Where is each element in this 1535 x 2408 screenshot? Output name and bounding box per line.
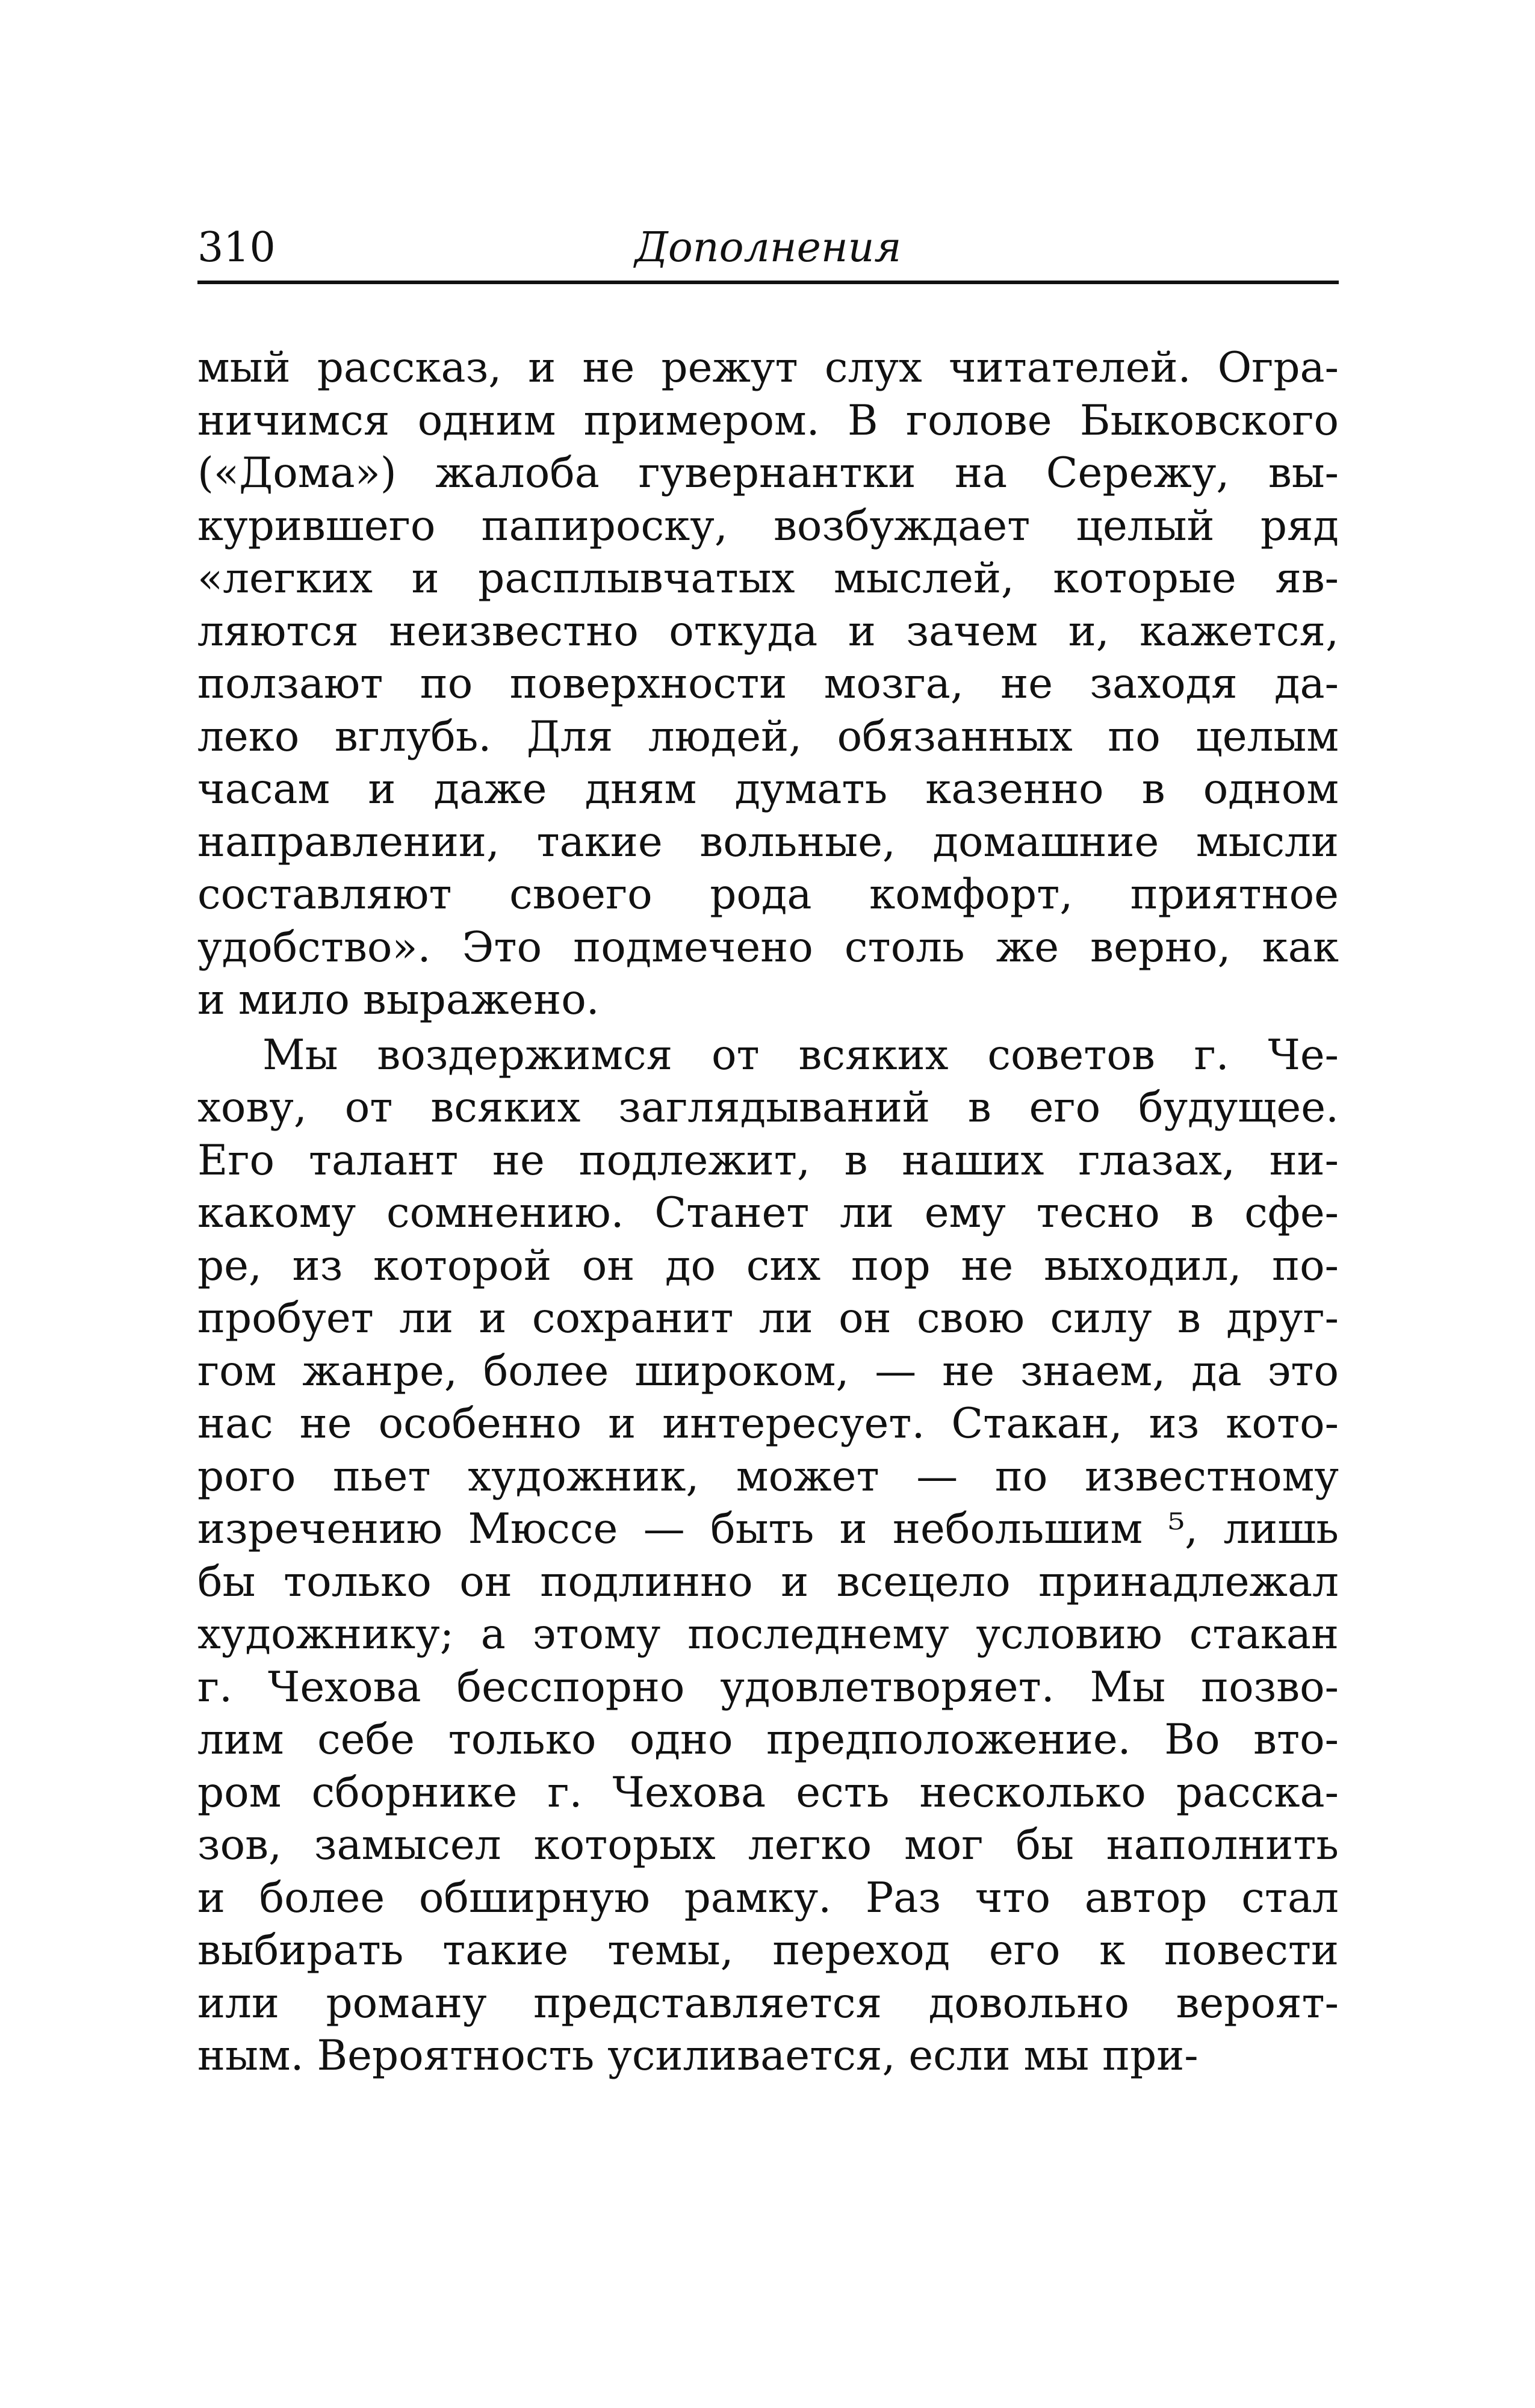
text-line: рого пьет художник, может — по известному <box>197 1452 1339 1501</box>
text-line: лим себе только одно предположение. Во вто- <box>197 1716 1339 1764</box>
text-line: Его талант не подлежит, в наших глазах, ни- <box>197 1136 1339 1185</box>
text-line: удобство». Это подмечено столь же верно, как <box>197 923 1339 972</box>
paragraph-1 <box>197 342 1339 1027</box>
text-line: какому сомнению. Станет ли ему тесно в сфе- <box>197 1189 1339 1237</box>
text-line: пробует ли и сохранит ли он свою силу в друг- <box>197 1294 1339 1342</box>
text-line: нас не особенно и интересует. Стакан, из кото- <box>197 1400 1339 1448</box>
text-line: ничимся одним примером. В голове Быковского <box>197 396 1339 445</box>
running-header <box>197 217 1339 283</box>
text-line: гом жанре, более широком, — не знаем, да это <box>197 1347 1339 1395</box>
text-line: г. Чехова бесспорно удовлетворяет. Мы позво- <box>197 1663 1339 1711</box>
text-line: ным. Вероятность усиливается, если мы при- <box>197 2032 1199 2080</box>
text-line: и мило выражено. <box>197 976 600 1024</box>
text-line: и более обширную рамку. Раз что автор стал <box>197 1873 1339 1922</box>
page-number: 310 <box>197 224 276 272</box>
text-line: ром сборнике г. Чехова есть несколько расска- <box>197 1768 1339 1817</box>
text-line: ползают по поверхности мозга, не заходя да- <box>197 660 1339 708</box>
paragraph-2 <box>197 1029 1339 2083</box>
text-line: составляют своего рода комфорт, приятное <box>197 870 1339 919</box>
text-line: хову, от всяких заглядываний в его будущее. <box>197 1084 1339 1132</box>
text-line: ляются неизвестно откуда и зачем и, кажется, <box>197 607 1339 656</box>
text-line: изречению Мюссе — быть и небольшим ⁵, лишь <box>197 1505 1339 1553</box>
text-line: мый рассказ, и не режут слух читателей. Огра- <box>197 344 1339 392</box>
header-rule <box>197 281 1339 284</box>
running-title: Дополнения <box>634 224 902 272</box>
text-line: или роману представляется довольно вероят- <box>197 1979 1339 2028</box>
text-line: Мы воздержимся от всяких советов г. Че- <box>262 1031 1339 1079</box>
text-line: («Дома») жалоба гувернантки на Сережу, вы- <box>197 449 1339 497</box>
text-line: «легких и расплывчатых мыслей, которые яв- <box>197 554 1339 603</box>
text-line: курившего папироску, возбуждает целый ряд <box>197 501 1339 550</box>
text-line: зов, замысел которых легко мог бы наполнить <box>197 1821 1339 1869</box>
text-line: выбирать такие темы, переход его к повести <box>197 1926 1339 1975</box>
text-line: художнику; а этому последнему условию стакан <box>197 1610 1339 1659</box>
page-body <box>197 342 1339 2083</box>
text-line: ре, из которой он до сих пор не выходил, по- <box>197 1241 1339 1290</box>
text-line: леко вглубь. Для людей, обязанных по целым <box>197 712 1339 761</box>
text-line: направлении, такие вольные, домашние мысли <box>197 818 1339 866</box>
text-line: часам и даже дням думать казенно в одном <box>197 765 1339 813</box>
text-line: бы только он подлинно и всецело принадлежал <box>197 1557 1339 1606</box>
